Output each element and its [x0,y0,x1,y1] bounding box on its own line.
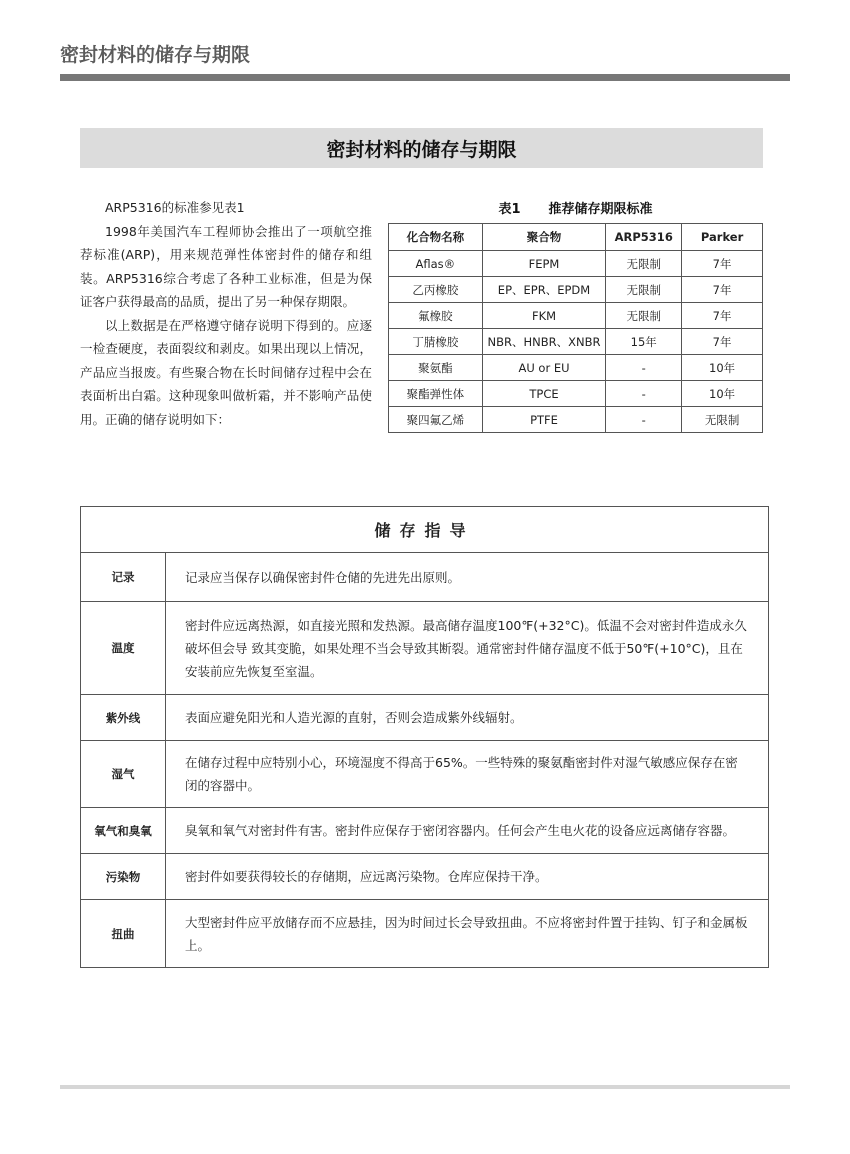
guide-row-text: 密封件应远离热源，如直接光照和发热源。最高储存温度100℉(+32°C)。低温不会对密封件造成永久破坏但会导 致其变脆，如果处理不当会导致其断裂。通常密封件储存温度不低于50℉(+10°C)，且在安装前应先恢复至室温。 [166,602,769,695]
guide-row-label: 污染物 [81,854,166,900]
guide-row-text: 臭氧和氧气对密封件有害。密封件应保存于密闭容器内。任何会产生电火花的设备应远离储存容器。 [166,808,769,854]
guide-row [81,553,769,602]
table-row [389,277,763,303]
table-row [389,251,763,277]
column-header-arp5316: ARP5316 [606,224,682,251]
guide-row [81,854,769,900]
cell-polymer: PTFE [482,407,606,433]
table-row [389,381,763,407]
guide-row-label: 扭曲 [81,900,166,968]
cell-arp5316: 无限制 [606,303,682,329]
cell-arp5316: - [606,355,682,381]
guide-title-row [81,507,769,553]
cell-arp5316: - [606,407,682,433]
cell-parker: 7年 [682,277,763,303]
column-header-parker: Parker [682,224,763,251]
guide-row-text: 表面应避免阳光和人造光源的直射，否则会造成紫外线辐射。 [166,695,769,741]
cell-polymer: NBR、HNBR、XNBR [482,329,606,355]
cell-arp5316: - [606,381,682,407]
table-row [389,407,763,433]
table-row [389,303,763,329]
guide-row-text: 密封件如要获得较长的存储期，应远离污染物。仓库应保持干净。 [166,854,769,900]
guide-row-label: 紫外线 [81,695,166,741]
guide-row-text: 大型密封件应平放储存而不应悬挂，因为时间过长会导致扭曲。不应将密封件置于挂钩、钉子和金属板上。 [166,900,769,968]
storage-period-table [388,223,763,433]
intro-paragraph: 1998年美国汽车工程师协会推出了一项航空推荐标准(ARP)，用来规范弹性体密封件的储存和组装。ARP5316综合考虑了各种工业标准，但是为保证客户获得最高的品质，提出了另一种保存期限。 [80,223,372,309]
cell-parker: 7年 [682,329,763,355]
guide-row-label: 氧气和臭氧 [81,808,166,854]
cell-compound: 丁腈橡胶 [389,329,483,355]
cell-compound: Aflas® [389,251,483,277]
cell-polymer: AU or EU [482,355,606,381]
column-header-polymer: 聚合物 [482,224,606,251]
cell-compound: 氟橡胶 [389,303,483,329]
cell-compound: 聚氨酯 [389,355,483,381]
cell-parker: 10年 [682,381,763,407]
table1-caption-number: 表1 [498,202,521,217]
cell-parker: 7年 [682,251,763,277]
header-divider [60,74,790,81]
cell-compound: 聚四氟乙烯 [389,407,483,433]
cell-polymer: TPCE [482,381,606,407]
cell-arp5316: 15年 [606,329,682,355]
cell-polymer: EP、EPR、EPDM [482,277,606,303]
table-row [389,355,763,381]
guide-row-text: 记录应当保存以确保密封件仓储的先进先出原则。 [166,553,769,602]
intro-paragraph: ARP5316的标准参见表1 [105,200,245,215]
table-row [389,329,763,355]
page-header-title: 密封材料的储存与期限 [60,44,251,66]
guide-row [81,695,769,741]
cell-parker: 无限制 [682,407,763,433]
guide-row [81,602,769,695]
cell-compound: 乙丙橡胶 [389,277,483,303]
cell-parker: 10年 [682,355,763,381]
guide-row-text: 在储存过程中应特别小心，环境湿度不得高于65%。一些特殊的聚氨酯密封件对湿气敏感应保存在密闭的容器中。 [166,741,769,808]
section-title: 密封材料的储存与期限 [326,138,517,161]
cell-polymer: FKM [482,303,606,329]
table1-caption [388,198,763,217]
guide-row-label: 湿气 [81,741,166,808]
footer-divider [60,1085,790,1089]
section-title-banner [80,128,763,168]
intro-paragraph: 以上数据是在严格遵守储存说明下得到的。应逐一检查硬度，表面裂纹和剥皮。如果出现以上情况，产品应当报废。有些聚合物在长时间储存过程中会在表面析出白霜。这种现象叫做析霜，并不影响产品使用。正确的储存说明如下： [80,317,372,427]
cell-compound: 聚酯弹性体 [389,381,483,407]
cell-arp5316: 无限制 [606,251,682,277]
cell-parker: 7年 [682,303,763,329]
table1-caption-title: 推荐储存期限标准 [548,202,653,217]
guide-title: 储存指导 [81,507,769,553]
storage-guide-table [80,506,769,968]
column-header-compound: 化合物名称 [389,224,483,251]
intro-text [80,196,372,431]
cell-polymer: FEPM [482,251,606,277]
guide-row [81,900,769,968]
cell-arp5316: 无限制 [606,277,682,303]
guide-row [81,741,769,808]
guide-row-label: 记录 [81,553,166,602]
guide-row [81,808,769,854]
table-header-row [389,224,763,251]
guide-row-label: 温度 [81,602,166,695]
